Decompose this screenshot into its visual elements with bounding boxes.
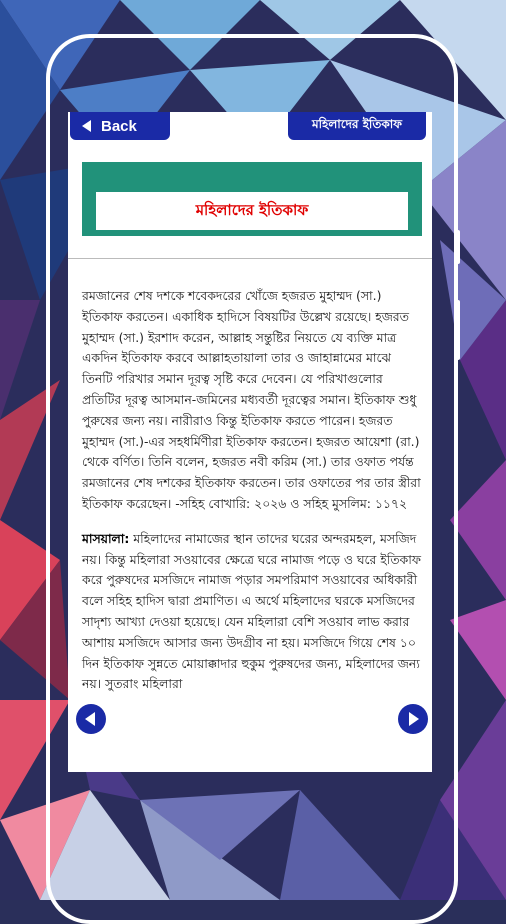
chevron-left-icon: [85, 712, 95, 726]
page-title-label: মহিলাদের ইতিকাফ: [311, 117, 403, 131]
phone-side-button: [455, 230, 460, 264]
chevron-right-icon: [409, 712, 419, 726]
article-heading: মহিলাদের ইতিকাফ: [195, 200, 309, 219]
back-arrow-icon: [82, 120, 91, 132]
divider: [68, 258, 432, 259]
page-title-tab[interactable]: [288, 112, 426, 140]
masala-text: মহিলাদের নামাজের স্থান তাদের ঘরের অন্দরমহল, মসজিদ নয়। কিন্তু মহিলারা সওয়াবের ক্ষেত্রে ঘরে নামাজ পড়ে ও ঘরে ইতিকাফ করে পুরুষদের মসজিদে নামাজ পড়ার সমপরিমাণ সওয়াবের অধিকারী বলে সহিহ হাদিস দ্বারা প্রমাণিত। এ অর্থে মহিলাদের ঘরকে মসজিদের সাদৃশ্য আখ্যা দেওয়া হয়েছে। যেন মহিলারা বেশি সওয়াব লাভ করার আশায় মসজিদে আসার জন্য উদগ্রীব না হয়। মসজিদে গিয়ে শেষ ১০ দিন ইতিকাফ সুন্নতে মোয়াক্কাদার হুকুম পুরুষদের জন্য, মহিলাদের জন্য নয়। সুতরাং মহিলারা: [82, 530, 421, 692]
phone-side-button: [455, 300, 460, 360]
title-banner: [82, 162, 422, 236]
article-paragraph: [82, 529, 424, 695]
article-paragraph: রমজানের শেষ দশকে শবেকদরের খোঁজে হজরত মুহাম্মদ (সা.) ইতিকাফ করতেন। একাধিক হাদিসে বিষয়টির উল্লেখ রয়েছে। হজরত মুহাম্মদ (সা.) ইরশাদ করেন, আল্লাহ সন্তুষ্টির নিয়তে যে ব্যক্তি মাত্র একদিন ইতিকাফ করবে আল্লাহতায়ালা তার ও জাহান্নামের মাঝে তিনটি পরিখার সমান দূরত্ব সৃষ্টি করে দেবেন। যে পরিখাগুলোর প্রতিটির দূরত্ব আসমান-জমিনের মধ্যবর্তী দূরত্বের সমান। ইতিকাফ শুধু পুরুষের জন্য নয়। নারীরাও কিন্তু ইতিকাফ করতে পারেন। হজরত মুহাম্মদ (সা.)-এর সহধর্মিণীরা ইতিকাফ করতেন। হজরত আয়েশা (রা.) থেকে বর্ণিত। তিনি বলেন, হজরত নবী করিম (সা.) তার ওফাত পর্যন্ত রমজানের শেষ দশকের ইতিকাফ করতেন। তার ওফাতের পর তার স্ত্রীরা ইতিকাফ করেছেন। -সহিহ বোখারি: ২০২৬ ও সহিহ মুসলিম: ১১৭২: [82, 288, 421, 511]
next-page-button[interactable]: [398, 704, 428, 734]
masala-label: মাসয়ালা:: [82, 530, 130, 546]
back-button[interactable]: [70, 112, 170, 140]
previous-page-button[interactable]: [76, 704, 106, 734]
article-body: [82, 286, 424, 709]
top-bar: [68, 112, 432, 142]
back-button-label: Back: [101, 117, 137, 135]
title-banner-box: [96, 192, 408, 230]
app-screen: [68, 112, 432, 772]
